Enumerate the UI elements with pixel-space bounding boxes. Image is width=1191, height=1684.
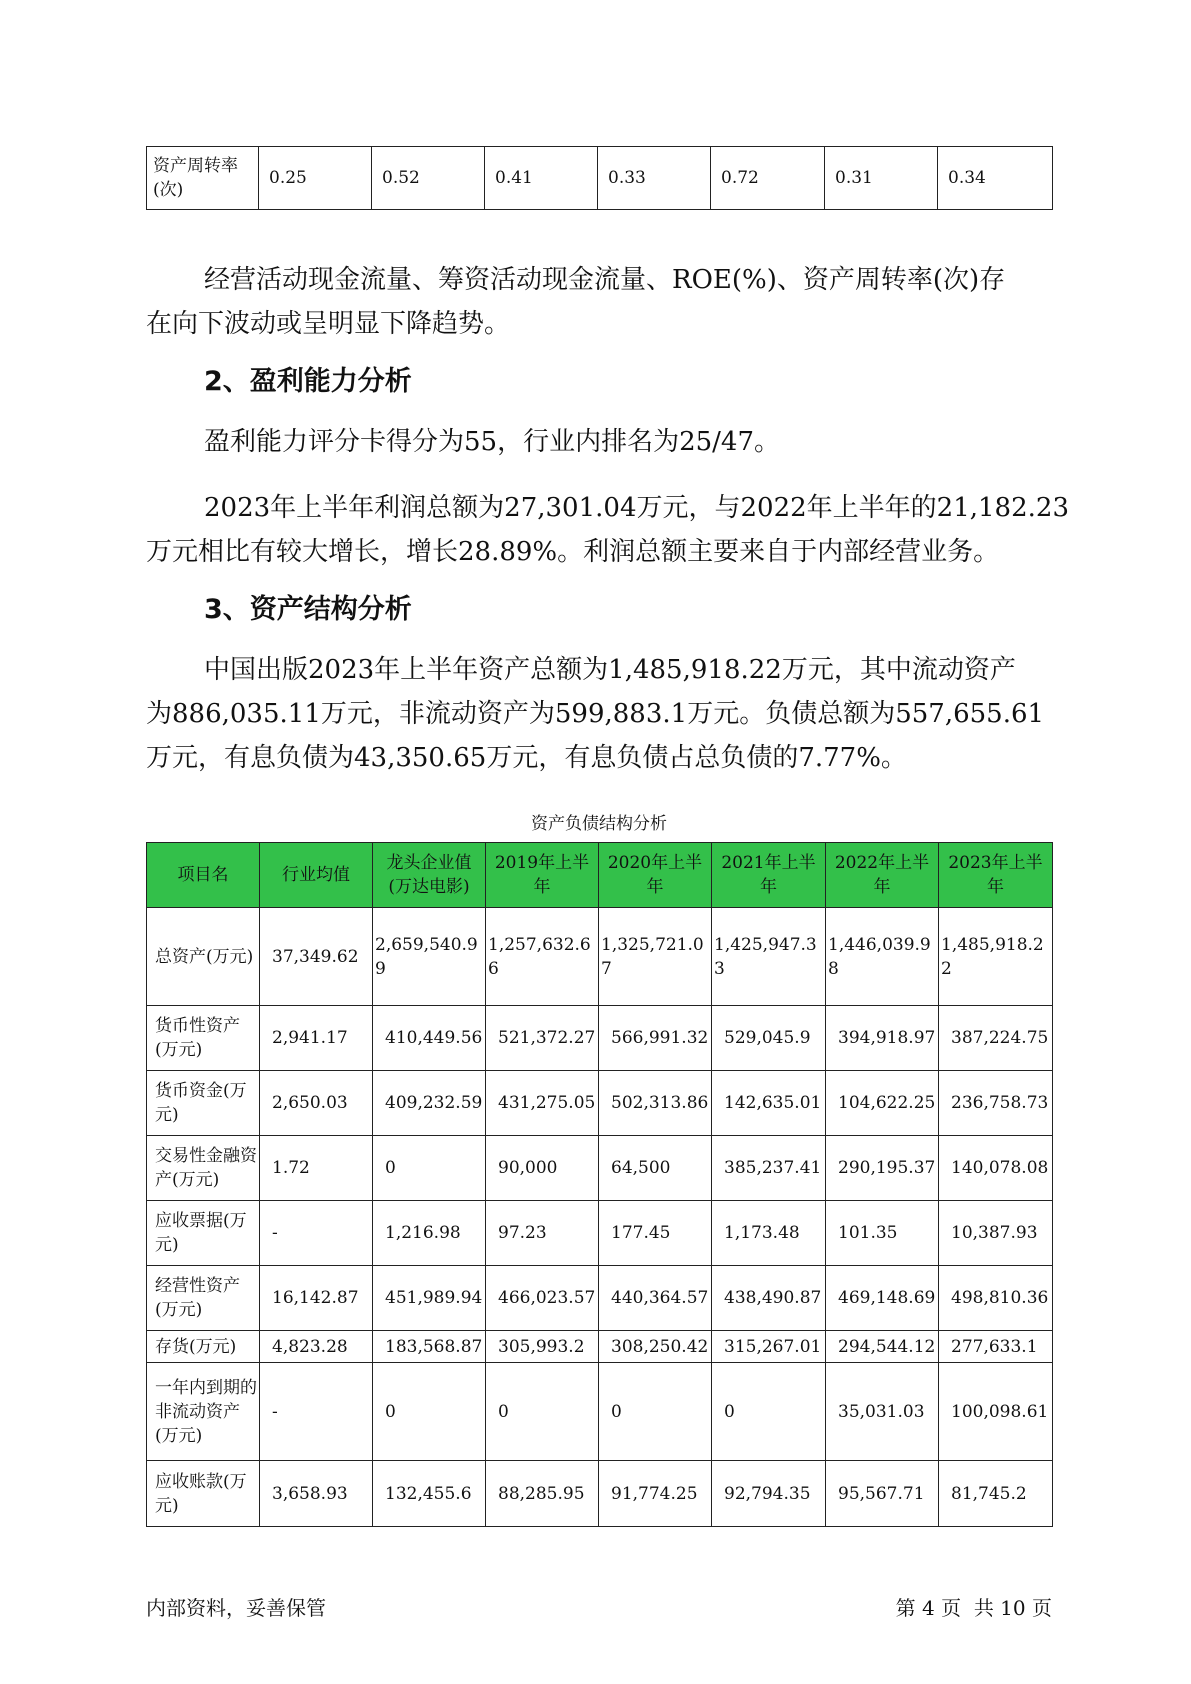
- row-label: 总资产(万元): [147, 908, 260, 1006]
- table-cell: 0.33: [598, 147, 711, 210]
- table-cell: 3,658.93: [260, 1461, 373, 1527]
- table-cell: 0.34: [938, 147, 1053, 210]
- column-header: 2023年上半年: [939, 843, 1053, 908]
- table-cell: 35,031.03: [826, 1363, 939, 1461]
- paragraph-3-line-1: 2023年上半年利润总额为27,301.04万元，与2022年上半年的21,182.23: [204, 493, 1069, 523]
- table-cell: 91,774.25: [599, 1461, 712, 1527]
- table-cell: 498,810.36: [939, 1266, 1053, 1331]
- table-caption: 资产负债结构分析: [531, 814, 667, 834]
- table-cell: 502,313.86: [599, 1071, 712, 1136]
- table-cell: 1,485,918.22: [939, 908, 1053, 1006]
- table-cell: 1,173.48: [712, 1201, 826, 1266]
- column-header: 行业均值: [260, 843, 373, 908]
- table-cell: 469,148.69: [826, 1266, 939, 1331]
- table-cell: 64,500: [599, 1136, 712, 1201]
- table-cell: 183,568.87: [373, 1331, 486, 1363]
- table-cell: 16,142.87: [260, 1266, 373, 1331]
- table-cell: 409,232.59: [373, 1071, 486, 1136]
- paragraph-4-line-3: 万元，有息负债为43,350.65万元，有息负债占总负债的7.77%。: [146, 743, 907, 773]
- table-cell: 142,635.01: [712, 1071, 826, 1136]
- row-label: 交易性金融资产(万元): [147, 1136, 260, 1201]
- table-cell: 1.72: [260, 1136, 373, 1201]
- column-header: 2019年上半年: [486, 843, 599, 908]
- table-row: [147, 908, 1053, 1006]
- table-cell: 290,195.37: [826, 1136, 939, 1201]
- paragraph-3-line-2: 万元相比有较大增长，增长28.89%。利润总额主要来自于内部经营业务。: [146, 537, 1000, 567]
- table-cell: 0.25: [259, 147, 372, 210]
- table-cell: 1,446,039.98: [826, 908, 939, 1006]
- table-row: [147, 1071, 1053, 1136]
- table-cell: 0: [486, 1363, 599, 1461]
- table-cell: 81,745.2: [939, 1461, 1053, 1527]
- table-header-row: [147, 843, 1053, 908]
- row-label: 一年内到期的非流动资产(万元): [147, 1363, 260, 1461]
- row-label: 经营性资产(万元): [147, 1266, 260, 1331]
- footer-page-number: 第 4 页 共 10 页: [895, 1596, 1052, 1620]
- table-row: [147, 1006, 1053, 1071]
- table-cell: 387,224.75: [939, 1006, 1053, 1071]
- table-cell: 0: [712, 1363, 826, 1461]
- balance-sheet-structure-table: [146, 842, 1053, 1527]
- table-cell: 0: [599, 1363, 712, 1461]
- paragraph-1-line-2: 在向下波动或呈明显下降趋势。: [146, 309, 511, 339]
- table-cell: 431,275.05: [486, 1071, 599, 1136]
- table-cell: 394,918.97: [826, 1006, 939, 1071]
- table-cell: 385,237.41: [712, 1136, 826, 1201]
- table-row: [147, 1461, 1053, 1527]
- paragraph-4-line-2: 为886,035.11万元，非流动资产为599,883.1万元。负债总额为557,655.61: [146, 699, 1045, 729]
- table-cell: 305,993.2: [486, 1331, 599, 1363]
- column-header: 2022年上半年: [826, 843, 939, 908]
- row-label: 货币性资产(万元): [147, 1006, 260, 1071]
- table-cell: -: [260, 1363, 373, 1461]
- table-cell: 308,250.42: [599, 1331, 712, 1363]
- top-table: [146, 146, 1053, 210]
- section-heading-asset-structure: 3、资产结构分析: [204, 594, 412, 625]
- table-cell: 466,023.57: [486, 1266, 599, 1331]
- table-cell: 90,000: [486, 1136, 599, 1201]
- table-cell: 438,490.87: [712, 1266, 826, 1331]
- row-label: 应收票据(万元): [147, 1201, 260, 1266]
- table-row: [147, 1201, 1053, 1266]
- paragraph-1-line-1: 经营活动现金流量、筹资活动现金流量、ROE(%)、资产周转率(次)存: [204, 265, 1006, 295]
- footer-confidential-note: 内部资料，妥善保管: [146, 1596, 326, 1620]
- table-cell: 529,045.9: [712, 1006, 826, 1071]
- table-cell: 2,659,540.99: [373, 908, 486, 1006]
- table-cell: 4,823.28: [260, 1331, 373, 1363]
- table-cell: 521,372.27: [486, 1006, 599, 1071]
- table-cell: 294,544.12: [826, 1331, 939, 1363]
- table-cell-label: 资产周转率(次): [147, 147, 259, 210]
- table-cell: 1,325,721.07: [599, 908, 712, 1006]
- table-cell: 101.35: [826, 1201, 939, 1266]
- table-row: [147, 1331, 1053, 1363]
- table-cell: 2,941.17: [260, 1006, 373, 1071]
- table-row: [147, 147, 1053, 210]
- table-cell: 140,078.08: [939, 1136, 1053, 1201]
- table-cell: 1,425,947.33: [712, 908, 826, 1006]
- table-cell: 0.31: [825, 147, 938, 210]
- table-cell: 410,449.56: [373, 1006, 486, 1071]
- paragraph-2: 盈利能力评分卡得分为55，行业内排名为25/47。: [204, 427, 781, 457]
- table-cell: 95,567.71: [826, 1461, 939, 1527]
- column-header: 2021年上半年: [712, 843, 826, 908]
- table-cell: 177.45: [599, 1201, 712, 1266]
- table-cell: -: [260, 1201, 373, 1266]
- table-cell: 88,285.95: [486, 1461, 599, 1527]
- table-cell: 0.72: [711, 147, 825, 210]
- paragraph-4-line-1: 中国出版2023年上半年资产总额为1,485,918.22万元，其中流动资产: [204, 655, 1016, 685]
- table-cell: 315,267.01: [712, 1331, 826, 1363]
- row-label: 货币资金(万元): [147, 1071, 260, 1136]
- table-cell: 0: [373, 1363, 486, 1461]
- table-cell: 0: [373, 1136, 486, 1201]
- row-label: 应收账款(万元): [147, 1461, 260, 1527]
- table-cell: 97.23: [486, 1201, 599, 1266]
- table-cell: 0.52: [372, 147, 485, 210]
- row-label: 存货(万元): [147, 1331, 260, 1363]
- table-cell: 1,216.98: [373, 1201, 486, 1266]
- table-cell: 100,098.61: [939, 1363, 1053, 1461]
- table-cell: 10,387.93: [939, 1201, 1053, 1266]
- column-header: 项目名: [147, 843, 260, 908]
- table-cell: 566,991.32: [599, 1006, 712, 1071]
- table-cell: 1,257,632.66: [486, 908, 599, 1006]
- table-cell: 236,758.73: [939, 1071, 1053, 1136]
- table-row: [147, 1136, 1053, 1201]
- table-cell: 440,364.57: [599, 1266, 712, 1331]
- section-heading-profitability: 2、盈利能力分析: [204, 366, 412, 397]
- table-row: [147, 1266, 1053, 1331]
- table-cell: 37,349.62: [260, 908, 373, 1006]
- table-cell: 104,622.25: [826, 1071, 939, 1136]
- table-cell: 2,650.03: [260, 1071, 373, 1136]
- column-header: 2020年上半年: [599, 843, 712, 908]
- table-cell: 132,455.6: [373, 1461, 486, 1527]
- table-cell: 92,794.35: [712, 1461, 826, 1527]
- table-cell: 451,989.94: [373, 1266, 486, 1331]
- table-cell: 0.41: [485, 147, 598, 210]
- table-cell: 277,633.1: [939, 1331, 1053, 1363]
- table-row: [147, 1363, 1053, 1461]
- column-header: 龙头企业值(万达电影): [373, 843, 486, 908]
